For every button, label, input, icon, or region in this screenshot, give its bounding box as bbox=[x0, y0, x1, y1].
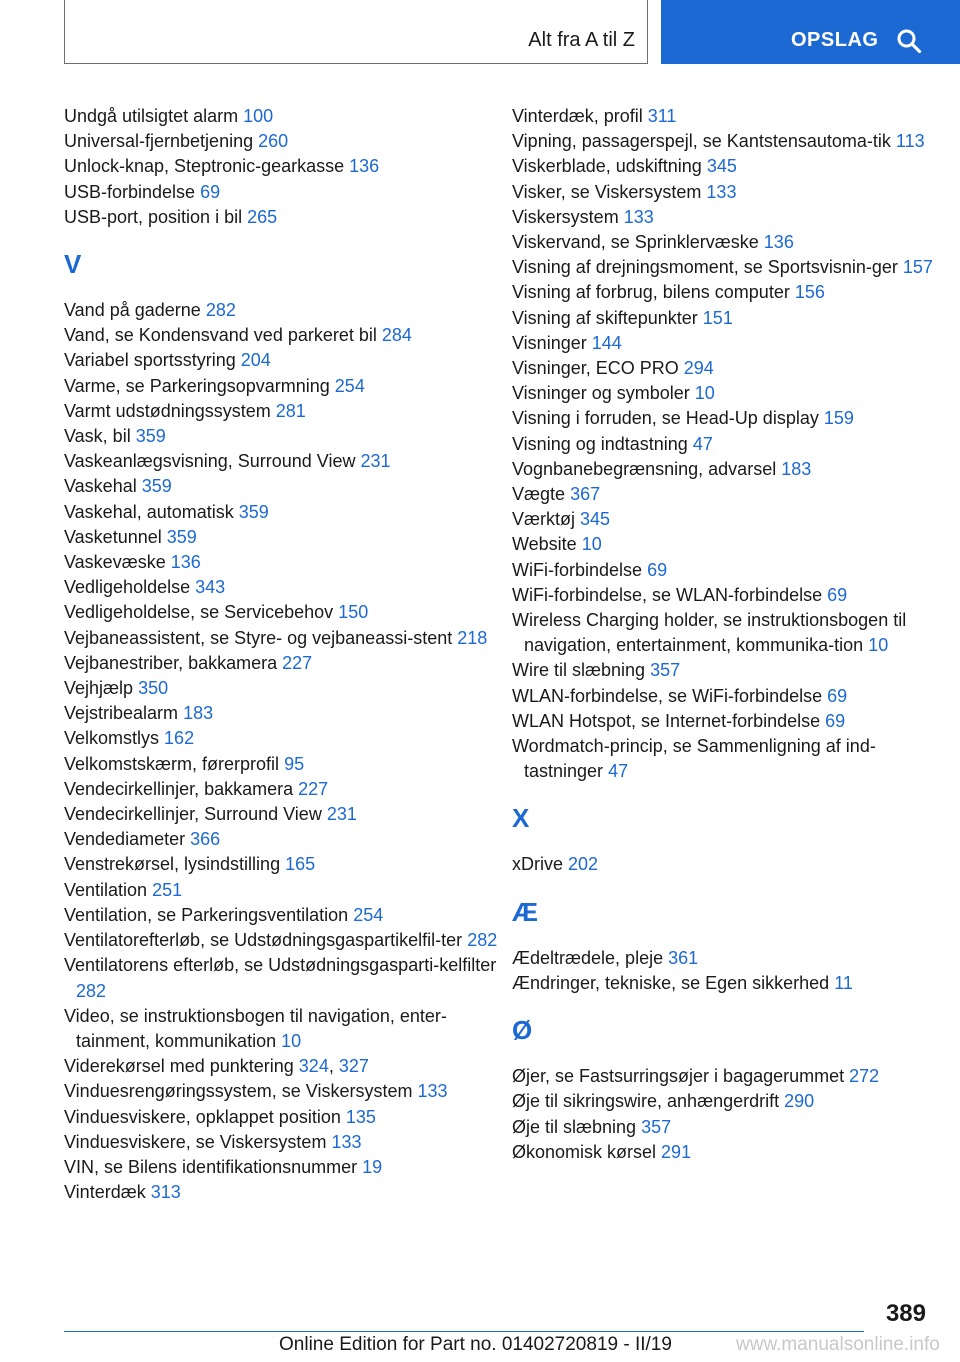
header-box bbox=[64, 0, 648, 64]
index-entry bbox=[512, 331, 952, 356]
index-entry bbox=[64, 878, 504, 903]
entry-text: Visker, se Viskersystem bbox=[512, 181, 702, 202]
entry-text: USB-forbindelse bbox=[64, 181, 196, 202]
page-link[interactable]: 136 bbox=[349, 156, 380, 177]
page-link[interactable]: 284 bbox=[381, 325, 412, 346]
index-entry bbox=[512, 734, 952, 784]
entry-text: Visning af forbrug, bilens computer bbox=[512, 282, 790, 303]
entry-text: Velkomstskærm, førerprofil bbox=[64, 753, 280, 774]
index-entry bbox=[64, 154, 504, 179]
index-entry bbox=[64, 180, 504, 205]
entry-text: Vedligeholdelse, se Servicebehov bbox=[64, 602, 334, 623]
lookup-label: OPSLAG bbox=[791, 29, 879, 51]
index-entry bbox=[64, 1079, 504, 1104]
entry-text: Ventilation bbox=[64, 879, 148, 900]
page-link[interactable]: 227 bbox=[298, 778, 329, 799]
index-entry bbox=[64, 374, 504, 399]
entry-text: Video, se instruktionsbogen til navigation, enter-tainment, kommunikation bbox=[64, 1005, 447, 1051]
entry-text: Vendecirkellinjer, bakkamera bbox=[64, 778, 294, 799]
page-link[interactable]: 162 bbox=[164, 728, 195, 749]
page-link[interactable]: 47 bbox=[608, 761, 629, 782]
entry-text: Vedligeholdelse bbox=[64, 577, 191, 598]
page-link[interactable]: 69 bbox=[827, 584, 848, 605]
page-link[interactable]: 11 bbox=[834, 972, 853, 993]
entry-text: Variabel sportsstyring bbox=[64, 350, 236, 371]
page-link[interactable]: 265 bbox=[247, 206, 278, 227]
index-entry bbox=[512, 946, 952, 971]
page-link[interactable]: 19 bbox=[362, 1156, 383, 1177]
page-link[interactable]: 345 bbox=[706, 156, 737, 177]
entry-text: Viskersystem bbox=[512, 206, 619, 227]
index-entry bbox=[64, 129, 504, 154]
page-link[interactable]: 10 bbox=[694, 383, 715, 404]
entry-text: Ventilatorens efterløb, se Udstødningsgasparti-kelfilter bbox=[64, 955, 497, 976]
index-entry bbox=[512, 230, 952, 255]
entry-text: Vaskeanlægsvisning, Surround View bbox=[64, 451, 356, 472]
index-entry bbox=[64, 205, 504, 230]
page-link[interactable]: 133 bbox=[417, 1081, 448, 1102]
index-entry bbox=[64, 525, 504, 550]
entry-text: Velkomstlys bbox=[64, 728, 160, 749]
index-entry bbox=[512, 532, 952, 557]
entry-text: WLAN-forbindelse, se WiFi-forbindelse bbox=[512, 685, 823, 706]
search-icon bbox=[896, 28, 922, 54]
index-entry: Viderekørsel med punktering 324, 327 bbox=[64, 1056, 369, 1077]
entry-text: Vejhjælp bbox=[64, 678, 134, 699]
index-entry bbox=[512, 852, 952, 877]
page-link[interactable]: 69 bbox=[647, 559, 668, 580]
page-link[interactable]: 151 bbox=[702, 307, 733, 328]
entry-text: Vinduesviskere, opklappet position bbox=[64, 1106, 341, 1127]
page-link[interactable]: 144 bbox=[591, 332, 622, 353]
index-entry bbox=[64, 600, 504, 625]
page-link[interactable]: 345 bbox=[580, 509, 611, 530]
index-column-right bbox=[512, 104, 952, 1165]
entry-text: Vinduesrengøringssystem, se Viskersystem bbox=[64, 1081, 413, 1102]
entry-text: Vaskehal, automatisk bbox=[64, 501, 234, 522]
entry-text: Ventilation, se Parkeringsventilation bbox=[64, 904, 349, 925]
lookup-button[interactable] bbox=[661, 0, 960, 64]
entry-text: Vipning, passagerspejl, se Kantstensautoma-tik bbox=[512, 131, 891, 152]
entry-text: Vejstribealarm bbox=[64, 703, 179, 724]
page-link[interactable]: 95 bbox=[284, 753, 305, 774]
page-link[interactable]: 133 bbox=[623, 206, 654, 227]
footer-edition: Online Edition for Part no. 01402720819 - II/19 bbox=[279, 1334, 672, 1355]
index-entry bbox=[64, 298, 504, 323]
page-link[interactable]: 359 bbox=[166, 526, 197, 547]
index-entry bbox=[512, 482, 952, 507]
page-link[interactable]: 183 bbox=[781, 458, 812, 479]
index-entry bbox=[512, 205, 952, 230]
entry-text: Visning i forruden, se Head-Up display bbox=[512, 408, 819, 429]
page-link[interactable]: 254 bbox=[334, 375, 365, 396]
page-link[interactable]: 69 bbox=[827, 685, 848, 706]
page-link[interactable]: 133 bbox=[331, 1131, 362, 1152]
page-link[interactable]: 10 bbox=[281, 1030, 302, 1051]
entry-text: WiFi-forbindelse, se WLAN-forbindelse bbox=[512, 584, 823, 605]
index-entry bbox=[512, 381, 952, 406]
footer-divider bbox=[64, 1331, 864, 1332]
entry-text: Visning og indtastning bbox=[512, 433, 688, 454]
page-link[interactable]: 10 bbox=[868, 635, 889, 656]
index-entry bbox=[512, 1115, 952, 1140]
index-entry bbox=[64, 1004, 504, 1054]
entry-text: Visning af drejningsmoment, se Sportsvisnin-ger bbox=[512, 257, 898, 278]
entry-text: Viderekørsel med punktering bbox=[64, 1056, 294, 1077]
page-link[interactable]: 10 bbox=[581, 534, 602, 555]
index-entry bbox=[64, 777, 504, 802]
section-letter: X bbox=[512, 803, 530, 834]
entry-text: Vasketunnel bbox=[64, 526, 162, 547]
page-number: 389 bbox=[885, 1300, 926, 1327]
section-letter: Æ bbox=[512, 896, 538, 927]
page-link[interactable]: 281 bbox=[275, 400, 306, 421]
index-entry bbox=[64, 1130, 504, 1155]
page-link[interactable]: 327 bbox=[338, 1056, 369, 1077]
index-entry bbox=[512, 306, 952, 331]
index-entry bbox=[64, 626, 504, 651]
page-link[interactable]: 47 bbox=[692, 433, 713, 454]
page-link[interactable]: 291 bbox=[661, 1141, 692, 1162]
section-letter: V bbox=[64, 249, 82, 280]
index-entry bbox=[64, 1155, 504, 1180]
page-link[interactable]: 359 bbox=[238, 501, 269, 522]
entry-text: Værktøj bbox=[512, 509, 575, 530]
entry-text: Visninger og symboler bbox=[512, 383, 690, 404]
index-entry bbox=[512, 971, 952, 996]
index-entry bbox=[64, 1105, 504, 1130]
index-entry bbox=[64, 701, 504, 726]
entry-text: Wireless Charging holder, se instruktionsbogen til navigation, entertainment, kommunika-tion bbox=[512, 610, 907, 656]
entry-text: Vinduesviskere, se Viskersystem bbox=[64, 1131, 327, 1152]
page-link[interactable]: 218 bbox=[457, 627, 488, 648]
entry-text: Ændringer, tekniske, se Egen sikkerhed bbox=[512, 972, 830, 993]
entry-text: WLAN Hotspot, se Internet-forbindelse bbox=[512, 710, 821, 731]
page-link[interactable]: 313 bbox=[150, 1182, 181, 1203]
index-entry bbox=[64, 752, 504, 777]
index-entry bbox=[64, 399, 504, 424]
index-entry bbox=[64, 323, 504, 348]
index-entry bbox=[512, 608, 952, 658]
page-link[interactable]: 361 bbox=[668, 947, 699, 968]
index-entry bbox=[512, 104, 952, 129]
entry-text: Vendecirkellinjer, Surround View bbox=[64, 804, 322, 825]
entry-text: WiFi-forbindelse bbox=[512, 559, 643, 580]
page-link[interactable]: 69 bbox=[825, 710, 846, 731]
index-entry bbox=[64, 449, 504, 474]
entry-text: Visning af skiftepunkter bbox=[512, 307, 698, 328]
entry-text: Universal-fjernbetjening bbox=[64, 131, 254, 152]
entry-text: Vognbanebegrænsning, advarsel bbox=[512, 458, 777, 479]
page-link[interactable]: 231 bbox=[360, 451, 391, 472]
entry-text: Unlock-knap, Steptronic-gearkasse bbox=[64, 156, 345, 177]
page-link[interactable]: 359 bbox=[141, 476, 172, 497]
page-link[interactable]: 311 bbox=[647, 106, 677, 126]
index-column-left bbox=[64, 104, 504, 1205]
index-entry bbox=[512, 583, 952, 608]
page-link[interactable]: 69 bbox=[200, 181, 221, 202]
index-entry bbox=[64, 550, 504, 575]
page-link[interactable]: 156 bbox=[794, 282, 825, 303]
index-entry bbox=[64, 852, 504, 877]
entry-text: USB-port, position i bil bbox=[64, 206, 243, 227]
page-link[interactable]: 183 bbox=[183, 703, 214, 724]
index-entry bbox=[64, 424, 504, 449]
page-link[interactable]: 357 bbox=[650, 660, 681, 681]
index-entry bbox=[512, 432, 952, 457]
entry-text: Vaskevæske bbox=[64, 552, 166, 573]
index-entry bbox=[64, 827, 504, 852]
entry-text: Ventilatorefterløb, se Udstødningsgaspartikelfil-ter bbox=[64, 930, 463, 951]
index-entry bbox=[512, 1064, 952, 1089]
entry-text: Wordmatch-princip, se Sammenligning af ind-tastninger bbox=[512, 736, 876, 782]
entry-text: Varme, se Parkeringsopvarmning bbox=[64, 375, 330, 396]
index-entry bbox=[64, 953, 504, 1003]
entry-text: Vask, bil bbox=[64, 426, 131, 447]
page-link[interactable]: 157 bbox=[902, 257, 933, 278]
page-link[interactable]: 133 bbox=[706, 181, 737, 202]
page-link[interactable]: 100 bbox=[243, 106, 274, 126]
a-to-z-link[interactable]: Alt fra A til Z bbox=[528, 29, 635, 51]
index-entry bbox=[512, 558, 952, 583]
index-entry bbox=[64, 676, 504, 701]
entry-text: Vejbanestriber, bakkamera bbox=[64, 652, 278, 673]
index-entry bbox=[512, 280, 952, 305]
index-entry bbox=[64, 104, 504, 129]
page-link[interactable]: 202 bbox=[568, 854, 599, 875]
page-link[interactable]: 282 bbox=[205, 300, 236, 321]
index-entry bbox=[512, 406, 952, 431]
page-link[interactable]: 136 bbox=[170, 552, 201, 573]
page-link[interactable]: 282 bbox=[467, 930, 498, 951]
page-link[interactable]: 204 bbox=[240, 350, 271, 371]
entry-text: Venstrekørsel, lysindstilling bbox=[64, 854, 281, 875]
section-letter: Ø bbox=[512, 1015, 533, 1046]
entry-text: VIN, se Bilens identifikationsnummer bbox=[64, 1156, 358, 1177]
entry-text: Øje til slæbning bbox=[512, 1116, 637, 1137]
entry-text: Økonomisk kørsel bbox=[512, 1141, 657, 1162]
index-entry bbox=[64, 348, 504, 373]
index-entry bbox=[512, 129, 952, 154]
index-entry bbox=[512, 1089, 952, 1114]
index-entry bbox=[64, 651, 504, 676]
page-link[interactable]: 324 bbox=[298, 1056, 329, 1077]
page-link[interactable]: 136 bbox=[763, 232, 794, 253]
entry-text: Website bbox=[512, 534, 577, 555]
entry-text: Undgå utilsigtet alarm bbox=[64, 106, 239, 126]
entry-text: Varmt udstødningssystem bbox=[64, 400, 271, 421]
page-link[interactable]: 251 bbox=[152, 879, 183, 900]
page-link[interactable]: 359 bbox=[135, 426, 166, 447]
entry-text: Viskerblade, udskiftning bbox=[512, 156, 702, 177]
index-entry bbox=[512, 255, 952, 280]
index-entry bbox=[512, 684, 952, 709]
index-entry bbox=[512, 1140, 952, 1165]
entry-text: Vejbaneassistent, se Styre- og vejbaneassi-stent bbox=[64, 627, 453, 648]
index-entry bbox=[64, 1180, 504, 1205]
page-link[interactable]: 159 bbox=[823, 408, 854, 429]
page-link[interactable]: 366 bbox=[190, 829, 221, 850]
index-entry bbox=[64, 726, 504, 751]
page-link[interactable]: 290 bbox=[784, 1091, 815, 1112]
entry-text: Visninger, ECO PRO bbox=[512, 358, 679, 379]
index-entry bbox=[512, 356, 952, 381]
index-entry bbox=[512, 457, 952, 482]
index-entry bbox=[512, 154, 952, 179]
page-link[interactable]: 227 bbox=[282, 652, 313, 673]
entry-text: Øje til sikringswire, anhængerdrift bbox=[512, 1091, 780, 1112]
entry-text: Vægte bbox=[512, 484, 566, 505]
entry-text: Vendediameter bbox=[64, 829, 186, 850]
page-link[interactable]: 367 bbox=[570, 484, 601, 505]
entry-text: Vinterdæk, profil bbox=[512, 106, 643, 126]
page-link[interactable]: 272 bbox=[849, 1066, 880, 1087]
index-entry bbox=[64, 928, 504, 953]
index-entry bbox=[64, 802, 504, 827]
index-entry bbox=[512, 658, 952, 683]
page-link[interactable]: 150 bbox=[338, 602, 369, 623]
index-entry bbox=[512, 709, 952, 734]
index-entry bbox=[64, 500, 504, 525]
page-link[interactable]: 113 bbox=[895, 131, 925, 152]
index-entry bbox=[64, 575, 504, 600]
entry-text: Viskervand, se Sprinklervæske bbox=[512, 232, 759, 253]
index-entry bbox=[512, 180, 952, 205]
entry-text: Øjer, se Fastsurringsøjer i bagagerummet bbox=[512, 1066, 845, 1087]
page-link[interactable]: 165 bbox=[285, 854, 316, 875]
entry-text: Wire til slæbning bbox=[512, 660, 646, 681]
page-link[interactable]: 135 bbox=[345, 1106, 376, 1127]
index-entry bbox=[512, 507, 952, 532]
index-entry bbox=[64, 474, 504, 499]
watermark-site: www.manualsonline.info bbox=[736, 1334, 940, 1355]
entry-text: Vinterdæk bbox=[64, 1182, 146, 1203]
entry-text: Ædeltrædele, pleje bbox=[512, 947, 664, 968]
entry-text: Vaskehal bbox=[64, 476, 137, 497]
page-link[interactable]: 350 bbox=[138, 678, 169, 699]
page-link[interactable]: 282 bbox=[76, 980, 107, 1001]
page-link[interactable]: 260 bbox=[258, 131, 289, 152]
entry-text: Vand, se Kondensvand ved parkeret bil bbox=[64, 325, 377, 346]
page-link[interactable]: 294 bbox=[683, 358, 714, 379]
page-link[interactable]: 357 bbox=[641, 1116, 672, 1137]
page-link[interactable]: 343 bbox=[195, 577, 226, 598]
entry-text: Visninger bbox=[512, 332, 587, 353]
page-link[interactable]: 231 bbox=[326, 804, 357, 825]
entry-text: Vand på gaderne bbox=[64, 300, 201, 321]
index-entry bbox=[64, 903, 504, 928]
entry-text: xDrive bbox=[512, 854, 564, 875]
page-link[interactable]: 254 bbox=[353, 904, 384, 925]
